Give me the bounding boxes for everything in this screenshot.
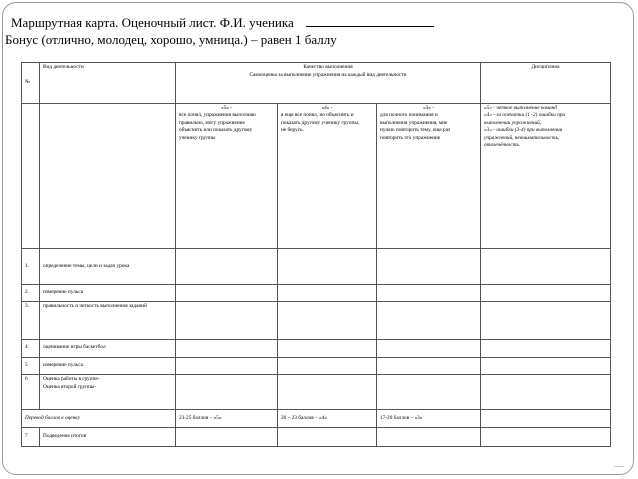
score-cell[interactable] bbox=[278, 284, 377, 301]
score-range-5: 23-25 баллов – «5» bbox=[176, 410, 278, 427]
score-cell[interactable] bbox=[278, 375, 377, 410]
score-cell[interactable] bbox=[377, 427, 481, 446]
row-number: 2. bbox=[22, 284, 40, 301]
score-cell[interactable] bbox=[176, 339, 278, 357]
slide-scroll-indicator bbox=[614, 466, 624, 467]
row-number: 5 bbox=[22, 357, 40, 374]
header-cell-discipline: Дисциплина bbox=[481, 63, 611, 104]
score-cell[interactable] bbox=[278, 427, 377, 446]
table-header-row bbox=[22, 63, 611, 104]
score-cell[interactable] bbox=[377, 375, 481, 410]
score-range-4: 20 – 23 баллов – «4» bbox=[278, 410, 377, 427]
score-cell[interactable] bbox=[481, 427, 611, 446]
row-number: 3. bbox=[22, 302, 40, 339]
discipline-criteria: «5» - четкое выполнение команд «4» - за опечатки (1 -2) ошибки при выполнении упражнений, «3» - ошибки (3-4) при выполнении упражнений, невнимательность, отвлечённость. bbox=[481, 103, 611, 249]
score-cell[interactable] bbox=[278, 357, 377, 374]
table-row bbox=[22, 249, 611, 284]
header-cell-number: № bbox=[22, 63, 40, 104]
score-cell[interactable] bbox=[377, 284, 481, 301]
score-cell[interactable] bbox=[278, 339, 377, 357]
header-cell-activity: Вид деятельности bbox=[40, 63, 176, 104]
score-cell[interactable] bbox=[481, 375, 611, 410]
table-row bbox=[22, 284, 611, 301]
row-number: 6 bbox=[22, 375, 40, 410]
table-row bbox=[22, 427, 611, 446]
score-cell[interactable] bbox=[278, 249, 377, 284]
row-activity: измерение пульса bbox=[40, 357, 176, 374]
table-row bbox=[22, 339, 611, 357]
score-cell[interactable] bbox=[377, 249, 481, 284]
row-activity: Оценка работы в группе- Оценка второй группы- bbox=[40, 375, 176, 410]
score-cell[interactable] bbox=[481, 357, 611, 374]
score-transfer-label: Перевод баллов в оценку bbox=[22, 410, 176, 427]
score-cell[interactable] bbox=[377, 357, 481, 374]
score-cell[interactable] bbox=[176, 284, 278, 301]
row-activity: определение темы, цели и задач урока bbox=[40, 249, 176, 284]
score-cell[interactable] bbox=[481, 249, 611, 284]
score-cell[interactable] bbox=[377, 302, 481, 339]
score-cell[interactable] bbox=[176, 302, 278, 339]
grade-5-criteria: «5» - все понял, упражнения выполняю правильно, могу упражнение объяснить или показать другому ученику группы bbox=[176, 103, 278, 249]
score-cell[interactable] bbox=[481, 410, 611, 427]
table-row bbox=[22, 302, 611, 339]
score-cell[interactable] bbox=[481, 302, 611, 339]
criteria-cell-number bbox=[22, 103, 40, 249]
score-cell[interactable] bbox=[176, 249, 278, 284]
grade-4-criteria: «4» - я еще все понял, но объяснить и показать другому ученику группы, не берусь. bbox=[278, 103, 377, 249]
criteria-row bbox=[22, 103, 611, 249]
row-number: 1. bbox=[22, 249, 40, 284]
row-number: 7 bbox=[22, 427, 40, 446]
page-title: Маршрутная карта. Оценочный лист. Ф.И. ученика bbox=[11, 14, 434, 31]
row-activity: измерение пульса bbox=[40, 284, 176, 301]
row-number: 4. bbox=[22, 339, 40, 357]
bonus-note: Бонус (отлично, молодец, хорошо, умница.) – равен 1 баллу bbox=[5, 32, 337, 47]
table-row bbox=[22, 375, 611, 410]
criteria-cell-activity bbox=[40, 103, 176, 249]
score-cell[interactable] bbox=[176, 427, 278, 446]
score-cell[interactable] bbox=[377, 339, 481, 357]
score-cell[interactable] bbox=[176, 375, 278, 410]
row-activity: Подведение итогов bbox=[40, 427, 176, 446]
row-activity: правильность и четкость выполнения заданий bbox=[40, 302, 176, 339]
score-cell[interactable] bbox=[481, 339, 611, 357]
score-cell[interactable] bbox=[278, 302, 377, 339]
score-cell[interactable] bbox=[176, 357, 278, 374]
student-name-blank[interactable] bbox=[306, 14, 434, 27]
score-cell[interactable] bbox=[481, 284, 611, 301]
row-activity: оценивание игры баскетбол bbox=[40, 339, 176, 357]
assessment-table bbox=[21, 62, 611, 447]
header-cell-quality: Качество выполнения Самооценка за выполнение упражнения на каждый вид деятельности bbox=[176, 63, 481, 104]
score-transfer-row bbox=[22, 410, 611, 427]
table-row bbox=[22, 357, 611, 374]
score-range-3: 17-20 баллов – «3» bbox=[377, 410, 481, 427]
grade-3-criteria: «3» - для полного понимания и выполнения упражнения, мне нужно повторить тему, еще раз повторить это упражнение bbox=[377, 103, 481, 249]
